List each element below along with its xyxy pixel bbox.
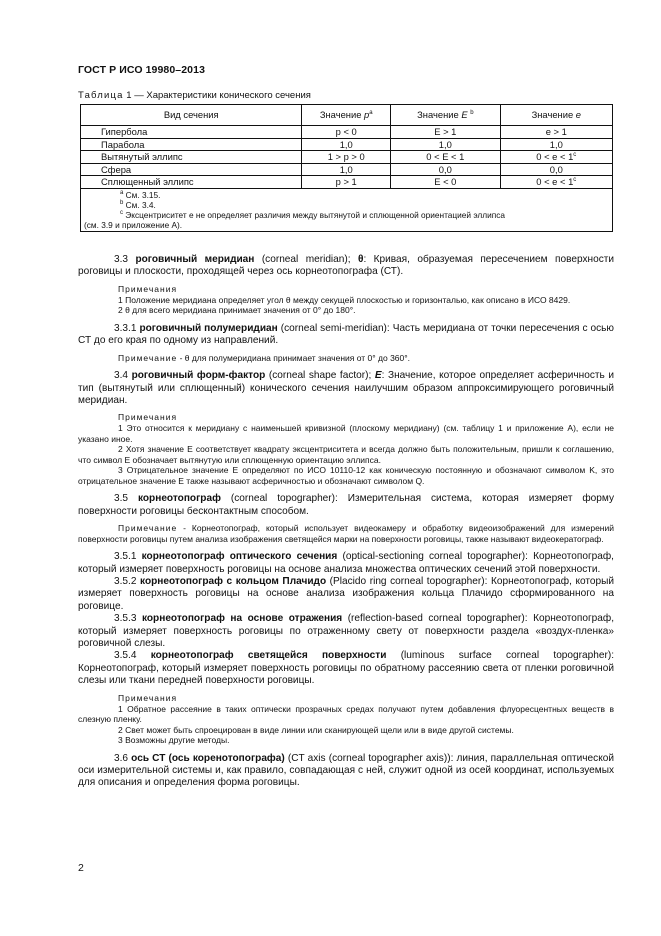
cell-p: 1,0	[302, 138, 391, 151]
conic-section-table	[80, 104, 613, 232]
note: Примечание - Корнеотопограф, который использует видеокамеру и обработку видеоизображений для измерений поверхности роговицы путем анализа изображения светящейся марки на поверхности роговицы, также называют видеокератограф.	[78, 523, 614, 544]
document-body	[78, 254, 614, 790]
header-E-value: Значение E $^b$	[391, 105, 501, 126]
cell-e: e > 1	[500, 126, 612, 139]
table-notes-row	[81, 188, 613, 231]
note: 1 Обратное рассеяние в таких оптически прозрачных средах получают путем добавления флуоресцентных веществ в слезную пленку.	[78, 703, 614, 725]
page-number: 2	[78, 862, 84, 874]
cell-p: p < 0	[302, 126, 391, 139]
cell-p: 1 > p > 0	[302, 151, 391, 164]
document-header: ГОСТ Р ИСО 19980–2013	[78, 64, 206, 76]
table-caption	[78, 90, 311, 101]
note: 1 Это относится к меридиану с наименьшей кривизной (плоскому меридиану) (см. таблицу 1 и приложение А), если не указано иное.	[78, 423, 614, 444]
note: 2 Свет может быть спроецирован в виде линии или сканирующей щели или в виде другой системы.	[118, 724, 514, 735]
term-3-5: 3.5 корнеотопограф (corneal topographer): Измерительная система, которая измеряет форму поверхности роговицы бесконтактным способом.	[78, 493, 614, 517]
header-e-value: Значение e	[500, 105, 612, 126]
note: 3 Возможны другие методы.	[118, 735, 230, 746]
note: 2 θ для всего меридиана принимает значения от 0° до 180°.	[118, 305, 356, 316]
table-note: (см. 3.9 и приложение А).	[84, 219, 183, 230]
term-3-5-4: 3.5.4 корнеотопограф светящейся поверхности (luminous surface corneal topographer): Корнеотопограф, который измеряет поверхность роговицы по обратному рассеянию света от пленки роговичной слезы или ткани передней поверхности роговицы.	[78, 650, 614, 687]
cell-E: 0 < E < 1	[391, 151, 501, 164]
notes-heading: Примечания	[118, 412, 178, 423]
table-row	[81, 138, 613, 151]
cell-type: Сфера	[81, 163, 302, 176]
table-row	[81, 126, 613, 139]
note: 1 Положение меридиана определяет угол θ между секущей плоскостью и горизонталью, как описано в ИСО 8429.	[118, 294, 571, 305]
table-note: $^b$ См. 3.4.	[120, 199, 156, 210]
table-note: $^a$ См. 3.15.	[120, 189, 161, 200]
term-3-5-1: 3.5.1 корнеотопограф оптического сечения (optical-sectioning corneal topographer): Корнеотопограф, который измеряет поверхность роговицы на основе анализа множества оптических сечений этой поверхности.	[78, 551, 614, 575]
notes-heading: Примечания	[118, 692, 178, 703]
table-row	[81, 176, 613, 189]
notes-heading: Примечания	[118, 283, 178, 294]
cell-p: 1,0	[302, 163, 391, 176]
cell-p: p > 1	[302, 176, 391, 189]
term-3-3-1: 3.3.1 роговичный полумеридиан (corneal semi-meridian): Часть меридиана от точки пересечения с осью СТ до его края по одному из направлений.	[78, 322, 614, 347]
header-section-type: Вид сечения	[81, 105, 302, 126]
table-header-row	[81, 105, 613, 126]
cell-e: 1,0	[500, 138, 612, 151]
table-caption-word: Таблица	[78, 90, 124, 101]
header-p-value: Значение $p^a$	[302, 105, 391, 126]
term-3-5-2: 3.5.2 корнеотопограф с кольцом Плачидо (Placido ring corneal topographer): Корнеотопограф, который измеряет поверхность роговицы на основе анализа изображения кольца Плачидо сформированного на роговице.	[78, 575, 614, 612]
cell-type: Гипербола	[81, 126, 302, 139]
table-row	[81, 163, 613, 176]
cell-E: E > 1	[391, 126, 501, 139]
cell-type: Сплющенный эллипс	[81, 176, 302, 189]
cell-E: 1,0	[391, 138, 501, 151]
cell-E: 0,0	[391, 163, 501, 176]
term-3-3: 3.3 роговичный меридиан (corneal meridian); θ: Кривая, образуемая пересечением поверхности роговицы и плоскости, проходящей через ось корнеотопографа (СТ).	[78, 254, 615, 278]
note: 2 Хотя значение E соответствует квадрату эксцентриситета и всегда должно быть положительным, пришли к соглашению, что символ E обозначает вытянутую или сплющенную ориентацию эллипса.	[78, 444, 614, 465]
note: Примечание - θ для полумеридиана принимает значения от 0° до 360°.	[118, 352, 411, 363]
term-3-4: 3.4 роговичный форм-фактор (corneal shape factor); E: Значение, которое определяет асферичность и тип (вытянутый или сплющенный) конического сечения наилучшим образом аппроксимирующего роговичный меридиан.	[78, 370, 614, 406]
table-caption-text: 1 — Характеристики конического сечения	[123, 90, 311, 101]
cell-e: $0 < e < 1^c$	[500, 176, 612, 189]
table-row	[81, 151, 613, 164]
cell-e: $0 < e < 1^c$	[500, 151, 612, 164]
table-note: $^c$ Эксцентриситет e не определяет различия между вытянутой и сплющенной ориентацией эллипса	[120, 209, 505, 220]
cell-type: Парабола	[81, 138, 302, 151]
cell-type: Вытянутый эллипс	[81, 151, 302, 164]
note: 3 Отрицательное значение E определяют по ИСО 10110-12 как коническую постоянную и обозначают символом K, это отрицательное значение E также называют асферичностью и обозначают символом Q.	[78, 465, 614, 486]
cell-e: 0,0	[500, 163, 612, 176]
table-notes	[81, 188, 613, 231]
term-3-5-3: 3.5.3 корнеотопограф на основе отражения (reflection-based corneal topographer): Корнеотопограф, который измеряет поверхность роговицы по отраженному свету от поверхности раздела «воздух-пленка» роговичной слезы.	[78, 613, 614, 649]
cell-E: E < 0	[391, 176, 501, 189]
term-3-6: 3.6 ось СТ (ось коренотопографа) (CT axis (corneal topographer axis)): линия, параллельная оптической оси измерительной системы и, как правило, совпадающая с ней, служит одной из осей координат, используемых для описания и определения форма роговицы.	[78, 752, 614, 789]
